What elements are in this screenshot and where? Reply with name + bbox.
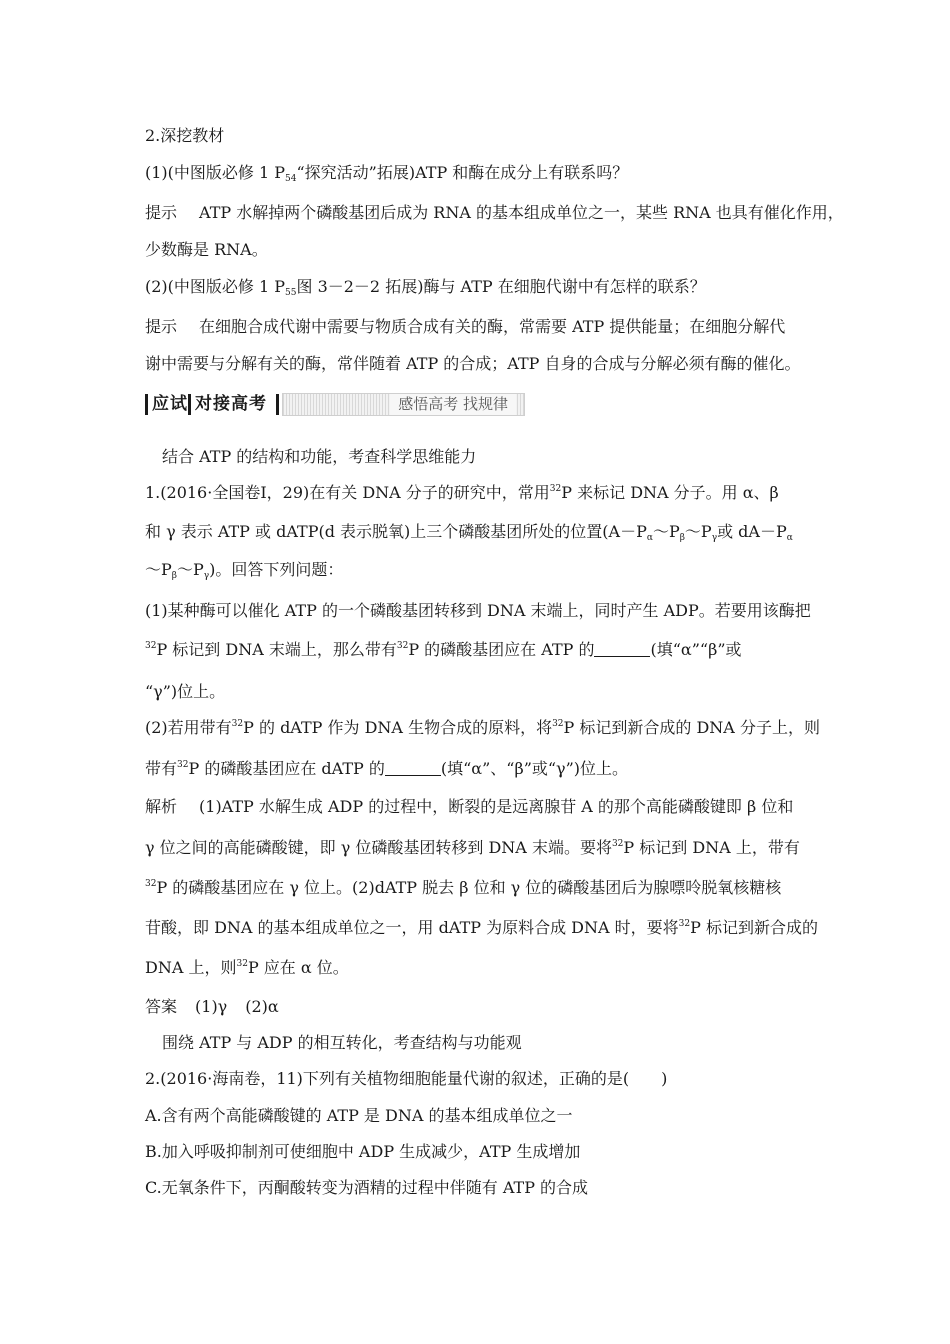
banner-title: 应试 对接高考 <box>145 391 280 418</box>
analysis-line-1: 解析 (1)ATP 水解生成 ADP 的过程中，断裂的是远离腺苷 A 的那个高能磷酸键即 β 位和 <box>145 797 794 816</box>
problem-1-stem-line-2: 和 γ 表示 ATP 或 dATP(d 表示脱氧)上三个磷酸基团所处的位置($A-P_\alpha\sim P_\beta\sim P_\gamma$或 $dA-P_\alpha$ <box>145 522 793 543</box>
section-banner <box>145 391 525 418</box>
topic-heading-1: 结合 ATP 的结构和功能，考查科学思维能力 <box>162 447 477 466</box>
banner-subtitle: 感悟高考 找规律 <box>390 394 516 415</box>
answer-line: 答案 (1)γ (2)α <box>145 997 279 1016</box>
analysis-line-5: DNA 上，则$^{32}$P 应在 α 位。 <box>145 958 349 977</box>
answer-label: 答案 <box>145 997 178 1016</box>
option-b: B.加入呼吸抑制剂可使细胞中 ADP 生成减少，ATP 生成增加 <box>145 1142 581 1161</box>
analysis-line-4: 苷酸，即 DNA 的基本组成单位之一，用 dATP 为原料合成 DNA 时，要将$^{32}$P 标记到新合成的 <box>145 918 818 937</box>
hint-2-line-2: 谢中需要与分解有关的酶，常伴随着 ATP 的合成；ATP 自身的合成与分解必须有酶的催化。 <box>145 354 801 373</box>
problem-1-q1-line-2: $^{32}$P 标记到 DNA 末端上，那么带有$^{32}$P 的磷酸基团应在 ATP 的 (填“α”“β”或 <box>145 640 742 659</box>
answer-blank <box>594 642 650 657</box>
question-2: (2)(中图版必修 1 $P_{55}$图 3－2－2 拓展)酶与 ATP 在细胞代谢中有怎样的联系？ <box>145 277 706 298</box>
problem-1-q1-line-1: (1)某种酶可以催化 ATP 的一个磷酸基团转移到 DNA 末端上，同时产生 ADP。若要用该酶把 <box>145 601 811 620</box>
option-a: A.含有两个高能磷酸键的 ATP 是 DNA 的基本组成单位之一 <box>145 1106 573 1125</box>
hint-label: 提示 <box>145 203 178 222</box>
hint-1-line-1: 提示 ATP 水解掉两个磷酸基团后成为 RNA 的基本组成单位之一，某些 RNA 也具有催化作用， <box>145 203 844 222</box>
banner-pattern <box>282 393 525 416</box>
problem-1-q2-line-1: (2)若用带有$^{32}$P 的 dATP 作为 DNA 生物合成的原料，将$^{32}$P 标记到新合成的 DNA 分子上，则 <box>145 718 820 737</box>
problem-1-q2-line-2: 带有$^{32}$P 的磷酸基团应在 dATP 的 (填“α”、“β”或“γ”)位上。 <box>145 759 629 778</box>
hint-2-line-1: 提示 在细胞合成代谢中需要与物质合成有关的酶，常需要 ATP 提供能量；在细胞分解代 <box>145 317 786 336</box>
answer-blank <box>385 761 441 776</box>
problem-1-stem-line-3: $\sim P_\beta\sim P_\gamma$)。回答下列问题： <box>145 560 344 581</box>
analysis-line-3: $^{32}$P 的磷酸基团应在 γ 位上。(2)dATP 脱去 β 位和 γ 位的磷酸基团后为腺嘌呤脱氧核糖核 <box>145 878 782 897</box>
question-1: (1)(中图版必修 1 $P_{54}“$探究活动”拓展)ATP 和酶在成分上有联系吗？ <box>145 163 629 184</box>
hint-label: 提示 <box>145 317 178 336</box>
analysis-label: 解析 <box>145 797 178 816</box>
option-c: C.无氧条件下，丙酮酸转变为酒精的过程中伴随有 ATP 的合成 <box>145 1178 589 1197</box>
section-title: 2.深挖教材 <box>145 126 225 145</box>
topic-heading-2: 围绕 ATP 与 ADP 的相互转化，考查结构与功能观 <box>162 1033 522 1052</box>
problem-2-stem: 2.(2016·海南卷，11)下列有关植物细胞能量代谢的叙述，正确的是( ) <box>145 1069 668 1088</box>
hint-1-line-2: 少数酶是 RNA。 <box>145 240 268 259</box>
problem-1-q1-line-3: “γ”)位上。 <box>145 682 226 701</box>
problem-1-stem-line-1: 1.(2016·全国卷Ⅰ，29)在有关 DNA 分子的研究中，常用$^{32}$P 来标记 DNA 分子。用 α、β <box>145 483 779 502</box>
analysis-line-2: γ 位之间的高能磷酸键，即 γ 位磷酸基团转移到 DNA 末端。要将$^{32}$P 标记到 DNA 上，带有 <box>145 838 800 857</box>
